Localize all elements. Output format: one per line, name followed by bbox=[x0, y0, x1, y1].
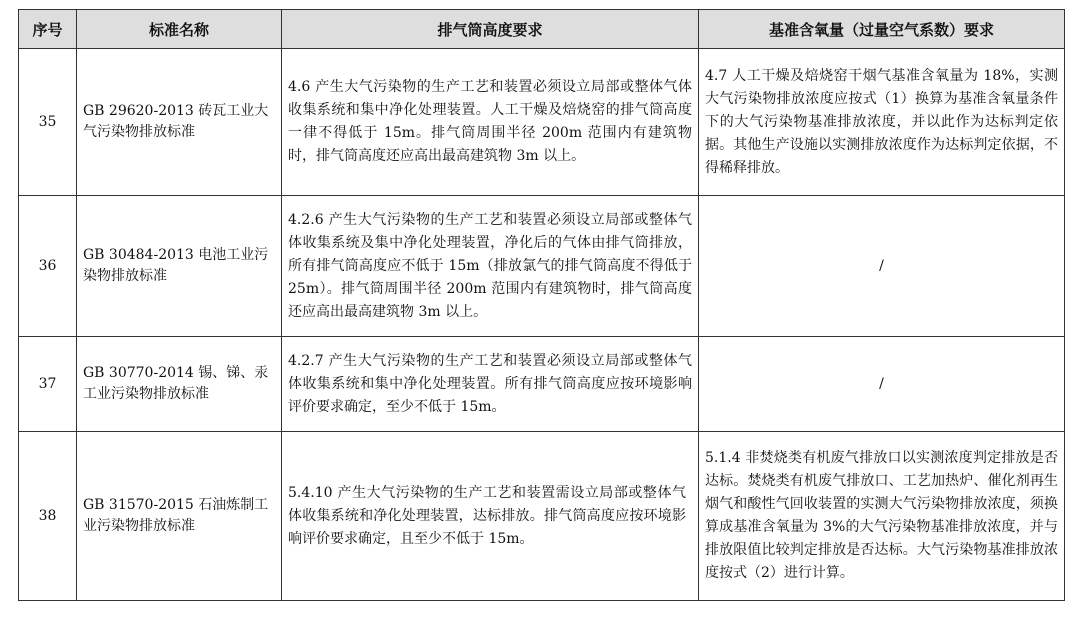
table-row bbox=[19, 49, 1065, 196]
cell-oxygen-requirement: 5.1.4 非焚烧类有机废气排放口以实测浓度判定排放是否达标。焚烧类有机废气排放口、工艺加热炉、催化剂再生烟气和酸性气回收装置的实测大气污染物排放浓度，须换算成基准含氧量为 3%的大气污染物基准排放浓度，并与排放限值比较判定排放是否达标。大气污染物基准排放浓度按式（2）进行计算。 bbox=[699, 432, 1065, 601]
header-serial-no: 序号 bbox=[19, 10, 77, 49]
header-stack-height-requirement: 排气筒高度要求 bbox=[282, 10, 699, 49]
cell-serial-no: 38 bbox=[19, 432, 77, 601]
standards-table bbox=[18, 9, 1065, 601]
header-standard-name: 标准名称 bbox=[77, 10, 282, 49]
cell-stack-height-requirement: 4.6 产生大气污染物的生产工艺和装置必须设立局部或整体气体收集系统和集中净化处理装置。人工干燥及焙烧窑的排气筒高度一律不得低于 15m。排气筒周围半径 200m 范围内有建筑物时，排气筒高度还应高出最高建筑物 3m 以上。 bbox=[282, 49, 699, 196]
table-row bbox=[19, 196, 1065, 337]
header-oxygen-requirement: 基准含氧量（过量空气系数）要求 bbox=[699, 10, 1065, 49]
cell-stack-height-requirement: 4.2.7 产生大气污染物的生产工艺和装置必须设立局部或整体气体收集系统和集中净化处理装置。所有排气筒高度应按环境影响评价要求确定，至少不低于 15m。 bbox=[282, 337, 699, 432]
cell-stack-height-requirement: 5.4.10 产生大气污染物的生产工艺和装置需设立局部或整体气体收集系统和净化处理装置，达标排放。排气筒高度应按环境影响评价要求确定，且至少不低于 15m。 bbox=[282, 432, 699, 601]
header-row bbox=[19, 10, 1065, 49]
cell-serial-no: 36 bbox=[19, 196, 77, 337]
cell-serial-no: 37 bbox=[19, 337, 77, 432]
table-row bbox=[19, 432, 1065, 601]
cell-standard-name: GB 31570-2015 石油炼制工业污染物排放标准 bbox=[77, 432, 282, 601]
cell-standard-name: GB 29620-2013 砖瓦工业大气污染物排放标准 bbox=[77, 49, 282, 196]
cell-standard-name: GB 30484-2013 电池工业污染物排放标准 bbox=[77, 196, 282, 337]
cell-oxygen-requirement: / bbox=[699, 337, 1065, 432]
cell-standard-name: GB 30770-2014 锡、锑、汞工业污染物排放标准 bbox=[77, 337, 282, 432]
cell-oxygen-requirement: / bbox=[699, 196, 1065, 337]
cell-serial-no: 35 bbox=[19, 49, 77, 196]
cell-stack-height-requirement: 4.2.6 产生大气污染物的生产工艺和装置必须设立局部或整体气体收集系统及集中净化处理装置，净化后的气体由排气筒排放，所有排气筒高度应不低于 15m（排放氯气的排气筒高度不得低于 25m）。排气筒周围半径 200m 范围内有建筑物时，排气筒高度还应高出最高建筑物 3m 以上。 bbox=[282, 196, 699, 337]
cell-oxygen-requirement: 4.7 人工干燥及焙烧窑干烟气基准含氧量为 18%，实测大气污染物排放浓度应按式（1）换算为基准含氧量条件下的大气污染物基准排放浓度，并以此作为达标判定依据。其他生产设施以实测排放浓度作为达标判定依据，不得稀释排放。 bbox=[699, 49, 1065, 196]
table-row bbox=[19, 337, 1065, 432]
table-body bbox=[19, 49, 1065, 601]
table-header bbox=[19, 10, 1065, 49]
